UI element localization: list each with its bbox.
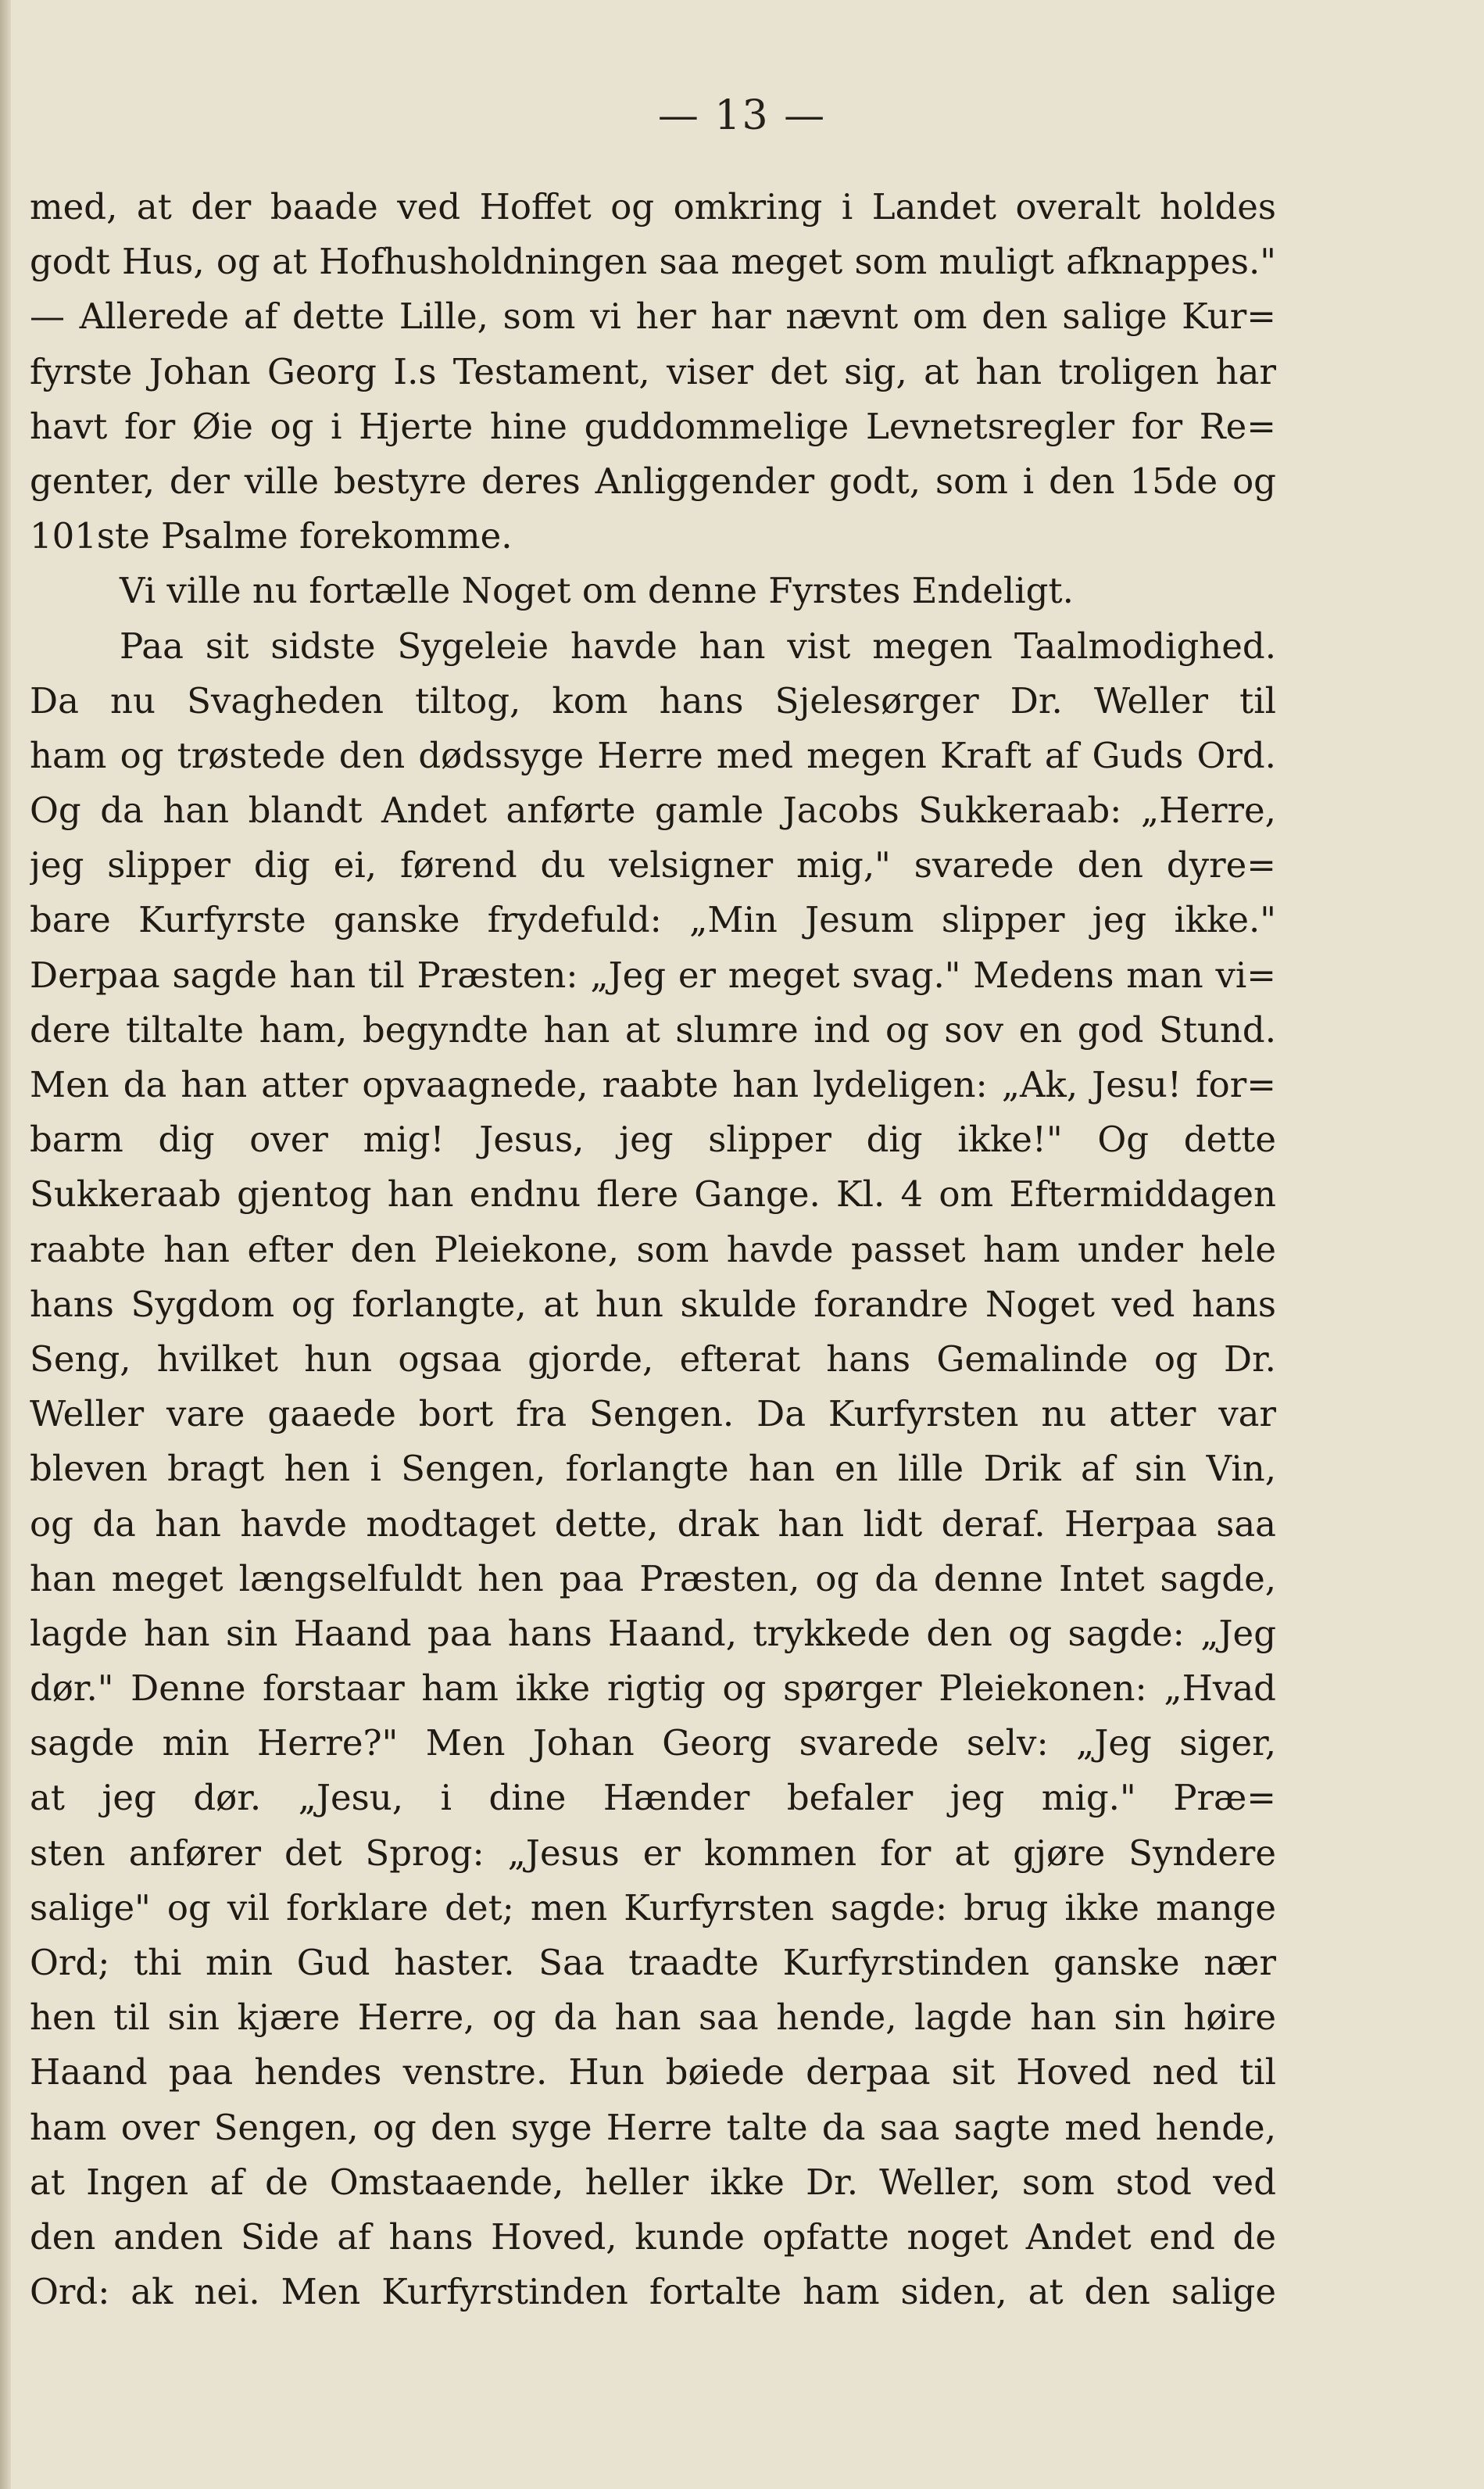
text-line: Seng, hvilket hun ogsaa gjorde, efterat hans Gemalinde og Dr.	[30, 1338, 1276, 1380]
text-line: Ord: ak nei. Men Kurfyrstinden fortalte ham siden, at den salige	[30, 2271, 1276, 2313]
text-line: lagde han sin Haand paa hans Haand, trykkede den og sagde: „Jeg	[30, 1612, 1276, 1654]
text-line: at Ingen af de Omstaaende, heller ikke Dr. Weller, som stod ved	[30, 2161, 1276, 2203]
text-line: Da nu Svagheden tiltog, kom hans Sjelesørger Dr. Weller til	[30, 679, 1276, 722]
text-line: ham og trøstede den dødssyge Herre med megen Kraft af Guds Ord.	[30, 734, 1276, 776]
text-line: sten anfører det Sprog: „Jesus er kommen for at gjøre Syndere	[30, 1832, 1276, 1874]
text-line: Derpaa sagde han til Præsten: „Jeg er meget svag." Medens man vi=	[30, 954, 1276, 996]
text-line: ham over Sengen, og den syge Herre talte da saa sagte med hende,	[30, 2106, 1276, 2148]
text-line: salige" og vil forklare det; men Kurfyrsten sagde: brug ikke mange	[30, 1886, 1276, 1929]
text-line: sagde min Herre?" Men Johan Georg svarede selv: „Jeg siger,	[30, 1722, 1276, 1764]
text-line: godt Hus, og at Hofhusholdningen saa meget som muligt afknappes."	[30, 241, 1276, 283]
text-line: den anden Side af hans Hoved, kunde opfatte noget Andet end de	[30, 2215, 1276, 2258]
text-line: han meget længselfuldt hen paa Præsten, og da denne Intet sagde,	[30, 1557, 1276, 1599]
text-line: med, at der baade ved Hoffet og omkring i Landet overalt holdes	[30, 186, 1276, 227]
page-number: — 13 —	[657, 92, 827, 139]
text-line: bleven bragt hen i Sengen, forlangte han en lille Drik af sin Vin,	[30, 1448, 1276, 1490]
text-line: hans Sygdom og forlangte, at hun skulde forandre Noget ved hans	[30, 1283, 1276, 1325]
text-line: dere tiltalte ham, begyndte han at slumre ind og sov en god Stund.	[30, 1008, 1276, 1051]
text-line: genter, der ville bestyre deres Anliggender godt, som i den 15de og	[30, 460, 1276, 502]
text-line: jeg slipper dig ei, førend du velsigner mig," svarede den dyre=	[30, 844, 1276, 886]
text-line: Sukkeraab gjentog han endnu flere Gange. Kl. 4 om Eftermiddagen	[30, 1173, 1276, 1216]
text-line: Men da han atter opvaagnede, raabte han lydeligen: „Ak, Jesu! for=	[30, 1064, 1276, 1105]
text-line: raabte han efter den Pleiekone, som havde passet ham under hele	[30, 1228, 1276, 1270]
page-binding-edge	[0, 0, 11, 2489]
body-text	[30, 180, 1276, 2319]
text-line: at jeg dør. „Jesu, i dine Hænder befaler jeg mig." Præ=	[30, 1777, 1276, 1819]
text-line: Weller vare gaaede bort fra Sengen. Da Kurfyrsten nu atter var	[30, 1393, 1276, 1435]
text-line: hen til sin kjære Herre, og da han saa hende, lagde han sin høire	[30, 1997, 1276, 2039]
text-line: Ord; thi min Gud haster. Saa traadte Kurfyrstinden ganske nær	[30, 1942, 1276, 1983]
text-line: — Allerede af dette Lille, som vi her har nævnt om den salige Kur=	[30, 295, 1276, 338]
text-line: havt for Øie og i Hjerte hine guddommelige Levnetsregler for Re=	[30, 405, 1276, 447]
text-line: Og da han blandt Andet anførte gamle Jacobs Sukkeraab: „Herre,	[30, 790, 1276, 832]
text-line: dør." Denne forstaar ham ikke rigtig og spørger Pleiekonen: „Hvad	[30, 1667, 1276, 1710]
text-line: Vi ville nu fortælle Noget om denne Fyrstes Endeligt.	[120, 570, 1074, 612]
text-line: Haand paa hendes venstre. Hun bøiede derpaa sit Hoved ned til	[30, 2051, 1276, 2093]
text-line: fyrste Johan Georg I.s Testament, viser det sig, at han troligen har	[30, 350, 1276, 392]
text-line: Paa sit sidste Sygeleie havde han vist megen Taalmodighed.	[120, 625, 1276, 667]
text-line: barm dig over mig! Jesus, jeg slipper dig ikke!" Og dette	[30, 1119, 1276, 1161]
text-line: bare Kurfyrste ganske frydefuld: „Min Jesum slipper jeg ikke."	[30, 899, 1276, 941]
text-line: 101ste Psalme forekomme.	[30, 515, 513, 557]
text-line: og da han havde modtaget dette, drak han lidt deraf. Herpaa saa	[30, 1502, 1276, 1545]
